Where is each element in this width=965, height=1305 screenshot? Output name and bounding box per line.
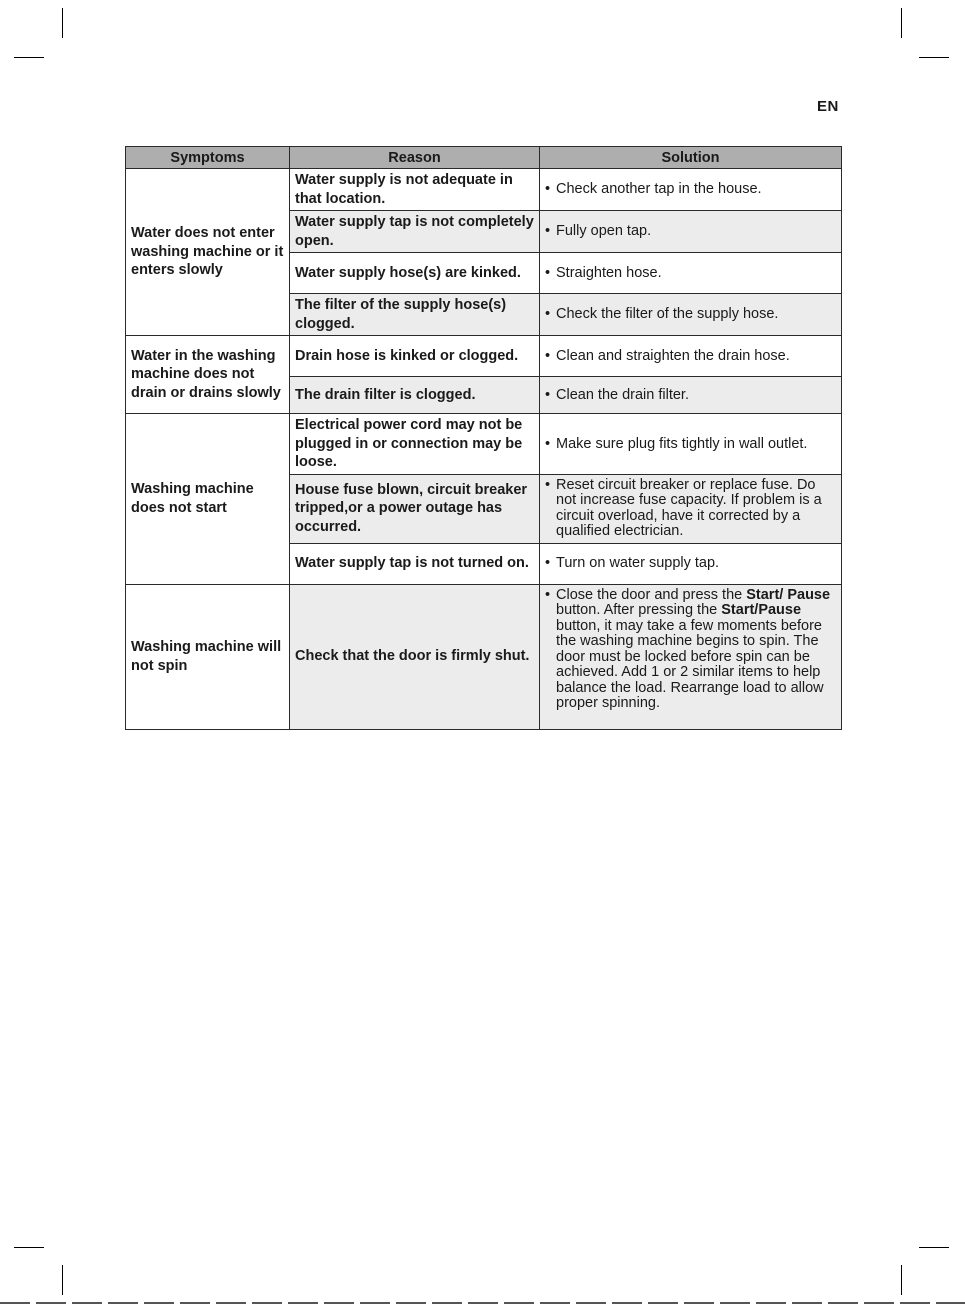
crop-mark <box>919 57 949 58</box>
reason-cell: Electrical power cord may not be plugged in or connection may be loose. <box>290 414 540 475</box>
header-solution: Solution <box>540 147 842 169</box>
solution-text: Clean and straighten the drain hose. <box>556 347 790 364</box>
solution-text: Reset circuit breaker or replace fuse. Do not increase fuse capacity. If problem is a circuit overload, have it corrected by a qualified electrician. <box>556 476 822 539</box>
reason-cell: The drain filter is clogged. <box>290 377 540 414</box>
reason-cell: House fuse blown, circuit breaker tripped,or a power outage has occurred. <box>290 474 540 543</box>
table-row <box>126 336 842 377</box>
solution-cell: • Check the filter of the supply hose. <box>540 294 842 336</box>
crop-mark <box>14 57 44 58</box>
reason-cell: The filter of the supply hose(s) clogged. <box>290 294 540 336</box>
symptom-cell: Water in the washing machine does not drain or drains slowly <box>126 336 290 414</box>
solution-text: Clean the drain filter. <box>556 386 689 403</box>
solution-cell: • Check another tap in the house. <box>540 169 842 211</box>
reason-cell: Water supply is not adequate in that location. <box>290 169 540 211</box>
solution-cell: • Straighten hose. <box>540 253 842 294</box>
crop-mark <box>901 8 902 38</box>
solution-cell: • Fully open tap. <box>540 211 842 253</box>
solution-text-part: Close the door and press the <box>556 586 747 603</box>
table-row <box>126 414 842 475</box>
reason-cell: Water supply hose(s) are kinked. <box>290 253 540 294</box>
table-header-row <box>126 147 842 169</box>
solution-text: Check another tap in the house. <box>556 181 762 198</box>
solution-text: Make sure plug fits tightly in wall outlet. <box>556 435 808 452</box>
reason-cell: Check that the door is firmly shut. <box>290 584 540 729</box>
solution-text-part: button. After pressing the <box>556 602 722 618</box>
crop-mark <box>919 1247 949 1248</box>
table-row <box>126 169 842 211</box>
symptom-cell: Washing machine does not start <box>126 414 290 585</box>
crop-mark <box>62 8 63 38</box>
solution-text <box>556 588 836 712</box>
solution-cell: • Clean and straighten the drain hose. <box>540 336 842 377</box>
symptom-cell: Water does not enter washing machine or it enters slowly <box>126 169 290 336</box>
solution-cell: • Close the door and press the Start/ Pause button. After pressing the Start/Pause button, it may take a few moments before the washing machine begins to spin. The door must be locked before spin can be achieved. Add 1 or 2 similar items to help balance the load. Rearrange load to allow proper spinning. <box>540 584 842 729</box>
crop-mark <box>62 1265 63 1295</box>
header-symptoms: Symptoms <box>126 147 290 169</box>
page-edge-line <box>0 1302 965 1304</box>
solution-cell: • Turn on water supply tap. <box>540 543 842 584</box>
solution-cell: • Reset circuit breaker or replace fuse. Do not increase fuse capacity. If problem is a circuit overload, have it corrected by a qualified electrician. <box>540 474 842 543</box>
solution-cell: • Clean the drain filter. <box>540 377 842 414</box>
solution-text: Straighten hose. <box>556 264 662 281</box>
crop-mark <box>901 1265 902 1295</box>
solution-text: Turn on water supply tap. <box>556 555 720 572</box>
start-pause-button-label: Start/Pause <box>721 602 802 618</box>
language-label: EN <box>817 98 839 115</box>
reason-cell: Drain hose is kinked or clogged. <box>290 336 540 377</box>
start-pause-button-label: Start/ Pause <box>746 586 831 603</box>
solution-cell: • Make sure plug fits tightly in wall outlet. <box>540 414 842 475</box>
solution-text: Fully open tap. <box>556 223 652 240</box>
table-row <box>126 584 842 729</box>
troubleshooting-table <box>125 146 842 730</box>
reason-cell: Water supply tap is not turned on. <box>290 543 540 584</box>
symptom-cell: Washing machine will not spin <box>126 584 290 729</box>
solution-text-part: button, it may take a few moments before the washing machine begins to spin. The door must be locked before spin can be achieved. Add 1 or 2 similar items to help balance the load. Rearrange load to allow proper spinning. <box>556 617 824 711</box>
crop-mark <box>14 1247 44 1248</box>
header-reason: Reason <box>290 147 540 169</box>
reason-cell: Water supply tap is not completely open. <box>290 211 540 253</box>
solution-text: Check the filter of the supply hose. <box>556 306 779 323</box>
